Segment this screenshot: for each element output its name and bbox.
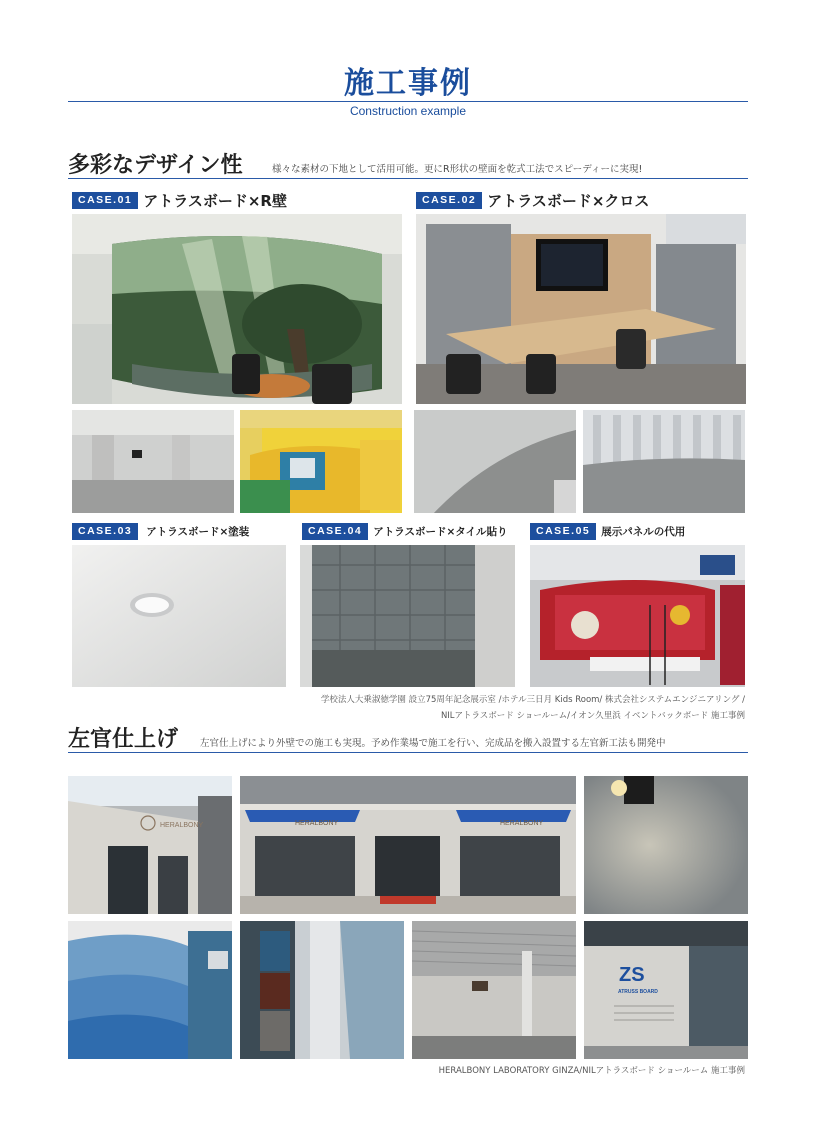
case-02-title: アトラスボード×クロス bbox=[487, 192, 650, 210]
page-subtitle: Construction example bbox=[349, 104, 467, 118]
photo-case03-painted-ceiling bbox=[72, 545, 286, 687]
page-title: 施工事例 bbox=[344, 66, 472, 101]
case-02-label bbox=[416, 190, 649, 211]
case-04-badge: CASE.04 bbox=[302, 523, 368, 540]
case-05-title: 展示パネルの代用 bbox=[601, 526, 686, 538]
front-sign-left-text: HERALBONY bbox=[295, 820, 339, 827]
front-sign-right-text: HERALBONY bbox=[500, 820, 544, 827]
logo-caption-text: ATRUSS BOARD bbox=[618, 989, 658, 995]
logo-mark-text: ZS bbox=[619, 964, 645, 986]
photo-plaster-storefront-side bbox=[68, 776, 232, 914]
case-03-title: アトラスボード×塗装 bbox=[146, 526, 250, 538]
case-02-badge: CASE.02 bbox=[416, 192, 482, 209]
photo-case02-curve-detail bbox=[414, 410, 576, 513]
caption-plaster: HERALBONY LABORATORY GINZA/NILアトラスボード ショールーム 施工事例 bbox=[438, 1066, 745, 1076]
section-heading-design: 多彩なデザイン性 bbox=[68, 153, 243, 178]
case-01-badge: CASE.01 bbox=[72, 192, 138, 209]
case-04-title: アトラスボード×タイル貼り bbox=[373, 526, 508, 538]
section-divider-design bbox=[68, 178, 748, 179]
photo-plaster-showroom-logo bbox=[584, 921, 748, 1059]
photo-plaster-color-panels bbox=[240, 921, 404, 1059]
section-description-design: 様々な素材の下地として活用可能。更にR形状の壁面を乾式工法でスピーディーに実現! bbox=[272, 164, 643, 175]
photo-case02-meeting-room bbox=[416, 214, 746, 404]
photo-case01-forest-wall bbox=[72, 214, 402, 404]
title-divider bbox=[68, 101, 748, 102]
photo-plaster-storefront-front bbox=[240, 776, 576, 914]
photo-case04-tile-wall bbox=[300, 545, 515, 687]
photo-case01-kids-room bbox=[240, 410, 402, 513]
section-divider-plaster bbox=[68, 752, 748, 753]
photo-plaster-blue-curve bbox=[68, 921, 232, 1059]
case-05-badge: CASE.05 bbox=[530, 523, 596, 540]
case-04-label bbox=[302, 523, 508, 540]
case-03-badge: CASE.03 bbox=[72, 523, 138, 540]
photo-plaster-wall-closeup bbox=[584, 776, 748, 914]
caption-design-line1: 学校法人大乗淑徳学園 設立75周年記念展示室 /ホテル三日月 Kids Room/ 株式会社システムエンジニアリング / bbox=[320, 695, 745, 705]
photo-case05-event-backboard bbox=[530, 545, 745, 687]
storefront-sign-text: HERALBONY bbox=[160, 822, 204, 829]
case-05-label bbox=[530, 523, 685, 540]
case-03-label bbox=[72, 523, 249, 540]
section-heading-plaster: 左官仕上げ bbox=[68, 727, 179, 752]
photo-plaster-exterior-wall bbox=[412, 921, 576, 1059]
caption-design-line2: NILアトラスボード ショールーム/イオン久里浜 イベントバックボード 施工事例 bbox=[440, 711, 745, 721]
photo-case02-wall-detail bbox=[583, 410, 745, 513]
section-description-plaster: 左官仕上げにより外壁での施工も実現。予め作業場で施工を行い、完成品を搬入設置する左官新工法も開発中 bbox=[200, 738, 666, 749]
photo-case01-empty-hall bbox=[72, 410, 234, 513]
case-01-label bbox=[72, 190, 287, 211]
case-01-title: アトラスボード×R壁 bbox=[143, 192, 287, 210]
